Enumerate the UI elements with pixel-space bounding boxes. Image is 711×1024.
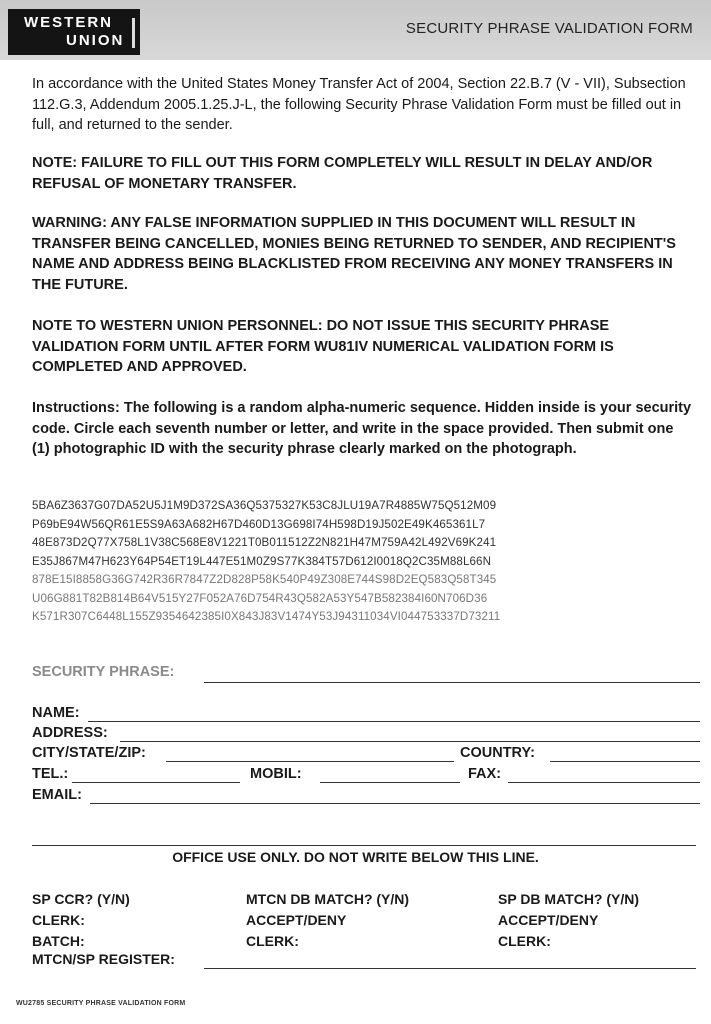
email-row bbox=[32, 787, 700, 807]
note-failure: NOTE: FAILURE TO FILL OUT THIS FORM COMPLETELY WILL RESULT IN DELAY AND/OR REFUSAL OF MONETARY TRANSFER. bbox=[32, 155, 653, 192]
warning-paragraph: WARNING: ANY FALSE INFORMATION SUPPLIED IN THIS DOCUMENT WILL RESULT IN TRANSFER BEING CANCELLED, MONIES BEING RETURNED TO SENDER, AND RECIPIENT'S NAME AND ADDRESS BEING BLACKLISTED FROM RECEIVING ANY MONEY TRANSFERS IN THE FUTURE. bbox=[32, 215, 676, 293]
mtcn-sp-register-field[interactable] bbox=[204, 968, 696, 969]
sp-ccr-label: SP CCR? (Y/N) bbox=[32, 891, 130, 907]
fax-label: FAX: bbox=[468, 766, 502, 782]
code-line: 878E15I8858G36G742R36R7847Z2D828P58K540P49Z308E744S98D2EQ583Q58T345 bbox=[32, 573, 497, 586]
clerk-label: CLERK: bbox=[246, 933, 299, 949]
office-use-title: OFFICE USE ONLY. DO NOT WRITE BELOW THIS LINE. bbox=[172, 849, 539, 865]
code-line: 5BA6Z3637G07DA52U5J1M9D372SA36Q5375327K53C8JLU19A7R4885W75Q512M09 bbox=[32, 499, 497, 512]
mobil-label: MOBIL: bbox=[250, 766, 302, 782]
code-line: 48E873D2Q77X758L1V38C568E8V1221T0B011512Z2N821H47M759A42L492V69K241 bbox=[32, 536, 497, 549]
office-column-1 bbox=[32, 889, 130, 952]
code-line: K571R307C6448L155Z9354642385I0X843J83V1474Y53J94311034VI044753337D73211 bbox=[32, 610, 501, 623]
accept-deny-label: ACCEPT/DENY bbox=[498, 912, 599, 928]
fax-field[interactable] bbox=[508, 782, 700, 783]
address-label: ADDRESS: bbox=[32, 725, 108, 741]
code-line: U06G881T82B814B64V515Y27F052A76D754R43Q582A53Y547B582384I60N706D36 bbox=[32, 591, 488, 605]
phone-row bbox=[32, 766, 700, 786]
office-column-3 bbox=[498, 889, 639, 952]
email-label: EMAIL: bbox=[32, 787, 82, 803]
tel-label: TEL.: bbox=[32, 766, 69, 782]
office-separator-line bbox=[32, 845, 696, 846]
mtcn-db-match-label: MTCN DB MATCH? (Y/N) bbox=[246, 891, 410, 907]
country-field[interactable] bbox=[550, 761, 700, 762]
instructions-paragraph: Instructions: The following is a random alpha-numeric sequence. Hidden inside is your security code. Circle each seventh number or letter, and write in the space provided. Then submit one (1) photographic ID with the security phrase clearly marked on the photograph. bbox=[32, 400, 692, 457]
logo-line-2: UNION bbox=[66, 32, 125, 49]
city-state-zip-field[interactable] bbox=[166, 761, 454, 762]
form-footer: WU2785 SECURITY PHRASE VALIDATION FORM bbox=[16, 1000, 186, 1007]
security-phrase-label: SECURITY PHRASE: bbox=[32, 664, 175, 680]
form-header bbox=[0, 0, 711, 60]
name-label: NAME: bbox=[32, 705, 80, 721]
mobil-field[interactable] bbox=[320, 782, 460, 783]
batch-label: BATCH: bbox=[32, 933, 85, 949]
clerk-label: CLERK: bbox=[498, 933, 551, 949]
accept-deny-label: ACCEPT/DENY bbox=[246, 912, 347, 928]
intro-paragraph: In accordance with the United States Money Transfer Act of 2004, Section 22.B.7 (V - VII), Subsection 112.G.3, Addendum 2005.1.25.J-L, the following Security Phrase Validation Form must be filled out in full, and returned to the sender. bbox=[32, 76, 686, 133]
security-phrase-field[interactable] bbox=[204, 682, 700, 683]
office-column-2 bbox=[246, 889, 409, 952]
security-phrase-row bbox=[32, 664, 700, 684]
sp-db-match-label: SP DB MATCH? (Y/N) bbox=[498, 891, 640, 907]
logo-bar bbox=[132, 18, 135, 48]
tel-field[interactable] bbox=[72, 782, 240, 783]
clerk-label: CLERK: bbox=[32, 912, 85, 928]
country-label: COUNTRY: bbox=[460, 745, 535, 761]
name-row bbox=[32, 705, 700, 725]
code-line: E35J867M47H623Y64P54ET19L447E51M0Z9S77K384T57D612I0018Q2C35M88L66N bbox=[32, 554, 492, 568]
address-row bbox=[32, 725, 700, 745]
western-union-logo bbox=[8, 9, 140, 55]
register-row bbox=[32, 951, 696, 971]
name-field[interactable] bbox=[88, 721, 700, 722]
note-personnel: NOTE TO WESTERN UNION PERSONNEL: DO NOT ISSUE THIS SECURITY PHRASE VALIDATION FORM UNTIL AFTER FORM WU81IV NUMERICAL VALIDATION FORM IS COMPLETED AND APPROVED. bbox=[32, 318, 614, 375]
alphanumeric-sequence bbox=[32, 497, 700, 627]
form-title: SECURITY PHRASE VALIDATION FORM bbox=[405, 20, 693, 37]
logo-line-1: WESTERN bbox=[24, 14, 113, 31]
code-line: P69bE94W56QR61E5S9A63A682H67D460D13G698I74H598D19J502E49K465361L7 bbox=[32, 517, 486, 531]
address-field[interactable] bbox=[120, 741, 700, 742]
city-country-row bbox=[32, 745, 700, 765]
city-state-zip-label: CITY/STATE/ZIP: bbox=[32, 745, 146, 761]
email-field[interactable] bbox=[90, 803, 700, 804]
mtcn-sp-register-label: MTCN/SP REGISTER: bbox=[32, 951, 175, 967]
